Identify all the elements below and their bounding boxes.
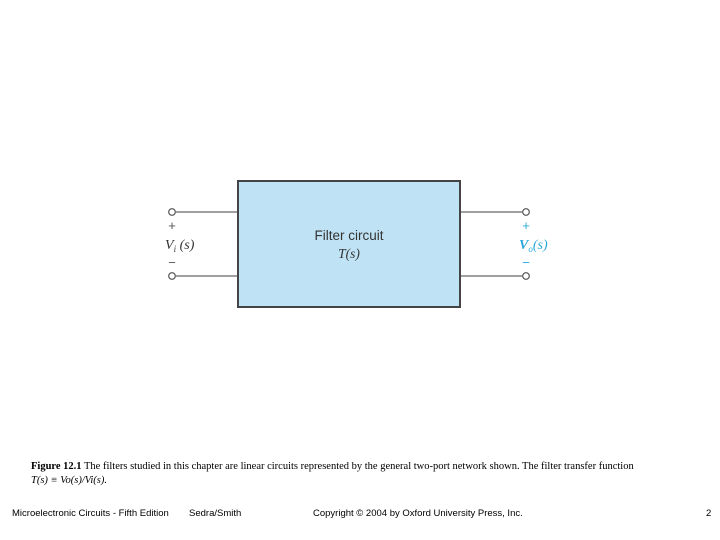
- input-bottom-terminal: [169, 273, 176, 280]
- footer-copyright: Copyright © 2004 by Oxford University Press, Inc.: [313, 508, 523, 519]
- figure-caption: [31, 460, 691, 488]
- block-label-line1: Filter circuit: [314, 228, 384, 243]
- input-plus-sign: +: [168, 218, 176, 233]
- input-voltage-label: $V_i$ (s): [165, 238, 195, 254]
- output-minus-sign: −: [522, 255, 530, 270]
- footer-book-title: Microelectronic Circuits - Fifth Edition: [12, 508, 169, 519]
- caption-text: The filters studied in this chapter are linear circuits represented by the general two-port network shown. The filter transfer function: [81, 461, 634, 472]
- output-plus-sign: +: [522, 218, 530, 233]
- caption-formula: T(s) ≡ Vo(s)/Vi(s).: [31, 475, 108, 486]
- output-voltage-label: $V_o(s)$: [519, 238, 548, 254]
- block-label-line2: T(s): [338, 246, 360, 261]
- output-bottom-terminal: [523, 273, 530, 280]
- filter-block: [238, 181, 460, 307]
- page-number: 2: [706, 508, 712, 519]
- input-minus-sign: −: [168, 255, 176, 270]
- output-top-terminal: [523, 209, 530, 216]
- footer-authors: Sedra/Smith: [189, 508, 242, 519]
- input-top-terminal: [169, 209, 176, 216]
- figure-label: Figure 12.1: [31, 461, 82, 472]
